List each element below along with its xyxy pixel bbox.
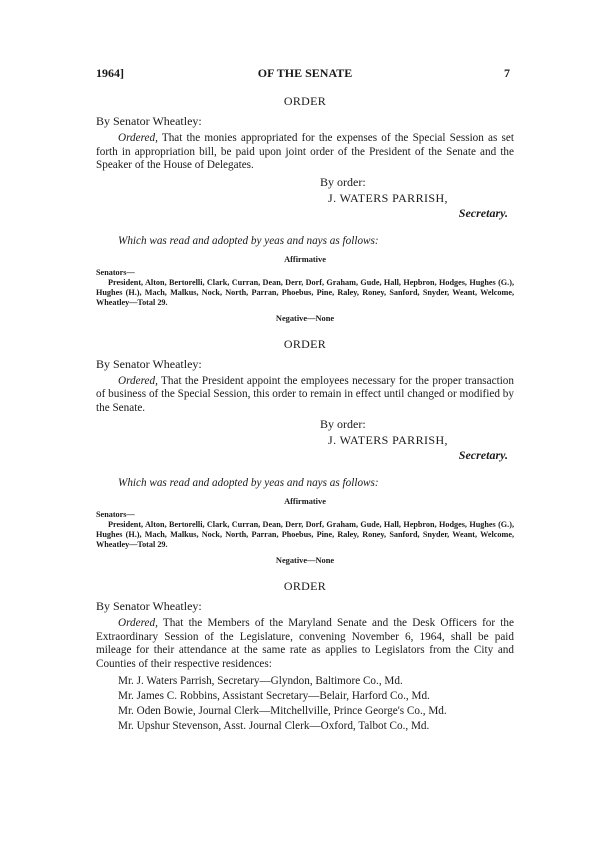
list-item: Mr. James C. Robbins, Assistant Secretary—Belair, Harford Co., Md. [118,690,430,702]
ordered-word: Ordered, [118,132,158,144]
order-body [96,132,514,173]
affirmative-label: Affirmative [284,254,326,264]
negative-line: Negative—None [275,556,335,565]
by-order-line: By order: [320,174,366,189]
senators-label: Senators— [96,267,135,277]
order-text: That the Members of the Maryland Senate and the Desk Officers for the Extraordinary Session of the Legislature, convening November 6, 1964, shall be paid mileage for their attendance at the same rate as applies to Legislators from the City and Counties of their respective residences: [96,617,514,670]
order-sponsor: By Senator Wheatley: [96,599,202,613]
vote-intro: Which was read and adopted by yeas and nays as follows: [118,234,379,247]
affirmative-label: Affirmative [284,497,326,506]
order-sponsor: By Senator Wheatley: [96,114,202,128]
by-order-line: By order: [320,417,366,431]
residence-list [118,674,514,734]
signer-name: J. WATERS PARRISH, [328,433,448,447]
order-section-3 [96,579,514,734]
order-body [96,375,514,416]
order-body [96,617,514,671]
document-page [96,66,514,734]
signer-name: J. WATERS PARRISH, [328,190,448,205]
vote-intro: Which was read and adopted by yeas and nays as follows: [118,477,379,489]
order-section-1 [96,94,514,323]
order-text: That the President appoint the employees necessary for the proper transaction of business of the Special Session, this order to remain in effect until changed or modified by the Senate. [96,374,514,414]
affirmative-names: President, Alton, Bertorelli, Clark, Curran, Dean, Derr, Dorf, Graham, Gude, Hall, Hepbron, Hodges, Hughes (G.), Hughes (H.), Mach, Malkus, Nock, North, Parran, Phoebus, Pine, Raley, Roney, Sanford, Snyder, Weant, Welcome, Wheatley—Total 29. [96,277,514,307]
list-item: Mr. Upshur Stevenson, Asst. Journal Clerk—Oxford, Talbot Co., Md. [118,720,430,732]
negative-line: Negative—None [275,313,335,323]
order-section-2 [96,337,514,566]
order-sponsor: By Senator Wheatley: [96,356,202,371]
header-year: 1964] [96,66,124,80]
page-number: 7 [504,66,510,80]
signer-title: Secretary. [458,205,508,220]
order-heading: ORDER [283,94,327,108]
order-text: That the monies appropriated for the expenses of the Special Session as set forth in appropriation bill, be paid upon joint order of the President of the Senate and the Speaker of the House of Delegates. [96,132,514,171]
header-title: OF THE SENATE [257,66,353,80]
order-heading: ORDER [283,336,327,351]
affirmative-names: President, Alton, Bertorelli, Clark, Curran, Dean, Derr, Dorf, Graham, Gude, Hall, Hepbron, Hodges, Hughes (G.), Hughes (H.), Mach, Malkus, Nock, North, Parran, Phoebus, Pine, Raley, Roney, Sanford, Snyder, Weant, Welcome, Wheatley—Total 29. [96,520,514,549]
order-heading: ORDER [283,579,327,593]
senators-label: Senators— [96,510,135,519]
list-item: Mr. Oden Bowie, Journal Clerk—Mitchellville, Prince George's Co., Md. [118,705,447,717]
list-item: Mr. J. Waters Parrish, Secretary—Glyndon, Baltimore Co., Md. [118,675,403,687]
ordered-word: Ordered, [118,374,158,387]
ordered-word: Ordered, [118,617,158,629]
running-header [96,66,514,84]
signer-title: Secretary. [458,448,508,462]
